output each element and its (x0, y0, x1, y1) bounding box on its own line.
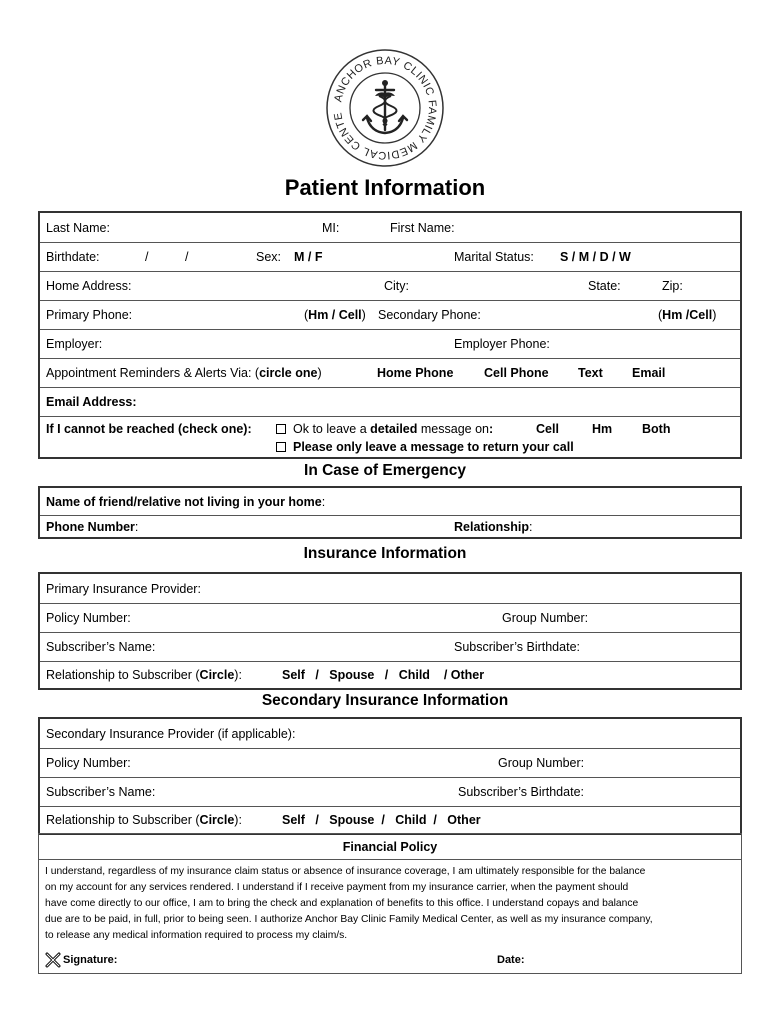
signature-x-icon (45, 952, 61, 968)
date-slash: / (145, 250, 149, 264)
secondary-insurance-provider-field[interactable]: Secondary Insurance Provider (if applicable): (46, 726, 296, 741)
emergency-table (38, 486, 742, 539)
insurance-heading: Insurance Information (303, 545, 467, 562)
financial-policy-box (38, 833, 742, 974)
marital-status-options[interactable]: S / M / D / W (560, 250, 631, 264)
contact-option-cell[interactable]: Cell (536, 422, 559, 436)
hm-cell-options[interactable]: Hm /Cell (662, 308, 713, 322)
city-field[interactable]: City: (384, 279, 409, 293)
home-address-field[interactable]: Home Address: (46, 279, 132, 293)
policy-line: I understand, regardless of my insurance claim status or absence of insurance coverage, I am ultimately responsible for the balance (45, 866, 646, 877)
secondary-phone-field[interactable]: Secondary Phone: (378, 308, 481, 322)
detailed-message-option[interactable]: Ok to leave a detailed message on : (276, 422, 493, 436)
insurance-subscriber-row (40, 632, 740, 661)
employer-row (40, 329, 740, 358)
secondary-policy-row (40, 748, 740, 777)
insurance-policy-row (40, 603, 740, 632)
secondary-group-number-field[interactable]: Group Number: (498, 756, 585, 770)
secondary-provider-row (40, 719, 740, 748)
emergency-relationship-field[interactable]: Relationship : (454, 519, 533, 534)
sex-label: Sex: (256, 250, 282, 264)
insurance-relationship-row (40, 661, 740, 688)
secondary-subscriber-row (40, 777, 740, 806)
relationship-options[interactable]: Self / Spouse / Child / Other (282, 668, 485, 682)
policy-line: have come directly to our office, I am to bring the check and explanation of benefits to this office. I understand copays and balance (45, 898, 639, 909)
reminder-option-text[interactable]: Text (578, 366, 603, 380)
signature-field[interactable]: Signature: (45, 947, 117, 973)
reminder-option-email[interactable]: Email (632, 366, 666, 380)
secondary-insurance-heading: Secondary Insurance Information (261, 692, 509, 709)
patient-info-table (38, 211, 742, 459)
secondary-subscriber-birthdate-field[interactable]: Subscriber’s Birthdate: (458, 785, 584, 799)
sex-options[interactable]: M / F (294, 250, 323, 264)
secondary-subscriber-name-field[interactable]: Subscriber’s Name: (46, 785, 156, 799)
secondary-relationship-label: Relationship to Subscriber ( Circle ): (46, 813, 242, 827)
primary-phone-field[interactable]: Primary Phone: (46, 308, 133, 322)
email-address-field[interactable]: Email Address: (46, 395, 137, 409)
date-field[interactable]: Date: (497, 954, 525, 966)
insurance-provider-row (40, 574, 740, 603)
mi-field[interactable]: MI: (322, 220, 340, 235)
detailed-message-checkbox[interactable] (276, 424, 286, 434)
emergency-phone-field[interactable]: Phone Number : (46, 519, 139, 534)
secondary-insurance-table (38, 717, 742, 835)
first-name-field[interactable]: First Name: (390, 220, 455, 235)
signature-row (39, 947, 741, 973)
financial-heading-row (39, 834, 741, 859)
svg-text:ANCHOR BAY CLINIC FAMILY MEDIC: ANCHOR BAY CLINIC FAMILY MEDICAL CENTE (332, 54, 439, 162)
return-call-option[interactable]: Please only leave a message to return your call (276, 440, 574, 454)
policy-number-field[interactable]: Policy Number: (46, 611, 131, 625)
contact-option-both[interactable]: Both (642, 422, 671, 436)
subscriber-name-field[interactable]: Subscriber’s Name: (46, 640, 156, 654)
birthdate-field[interactable]: Birthdate: (46, 250, 100, 264)
secondary-policy-number-field[interactable]: Policy Number: (46, 756, 131, 770)
reminder-option-cell-phone[interactable]: Cell Phone (484, 366, 549, 380)
contact-option-hm[interactable]: Hm (592, 422, 613, 436)
reminders-label: Appointment Reminders & Alerts Via: ( circle one ) (46, 366, 322, 380)
unreachable-label: If I cannot be reached (check one): (46, 422, 252, 436)
secondary-phone-type[interactable]: ( Hm /Cell ) (658, 308, 717, 322)
primary-insurance-provider-field[interactable]: Primary Insurance Provider: (46, 581, 201, 596)
hm-cell-options[interactable]: Hm / Cell (308, 308, 362, 322)
date-slash: / (185, 250, 189, 264)
secondary-relationship-options[interactable]: Self / Spouse / Child / Other (282, 813, 481, 827)
policy-line: on my account for any services rendered. I understand if I receive payment from my insurance carrier, when the payment should (45, 882, 629, 893)
marital-status-label: Marital Status: (454, 250, 534, 264)
last-name-field[interactable]: Last Name: (46, 220, 110, 235)
financial-policy-heading: Financial Policy (342, 839, 438, 854)
group-number-field[interactable]: Group Number: (502, 611, 589, 625)
subscriber-birthdate-field[interactable]: Subscriber’s Birthdate: (454, 640, 580, 654)
emergency-heading: In Case of Emergency (304, 462, 466, 479)
primary-phone-type[interactable]: ( Hm / Cell ) (304, 308, 366, 322)
zip-field[interactable]: Zip: (662, 279, 683, 293)
clinic-logo (323, 46, 447, 170)
email-row (40, 387, 740, 416)
address-row (40, 271, 740, 300)
relationship-label: Relationship to Subscriber ( Circle ): (46, 668, 242, 682)
policy-line: due are to be paid, in full, prior to being seen. I authorize Anchor Bay Clinic Family Medical Center, as well as my insurance company, (45, 914, 653, 925)
insurance-table (38, 572, 742, 690)
state-field[interactable]: State: (588, 279, 621, 293)
return-call-checkbox[interactable] (276, 442, 286, 452)
employer-phone-field[interactable]: Employer Phone: (454, 337, 550, 351)
phone-row (40, 300, 740, 329)
reminders-row (40, 358, 740, 387)
birthdate-row (40, 242, 740, 271)
secondary-relationship-row (40, 806, 740, 833)
page-title: Patient Information (284, 175, 486, 200)
financial-policy-text (39, 859, 741, 947)
name-row (40, 213, 740, 242)
emergency-name-field[interactable]: Name of friend/relative not living in your home : (46, 494, 326, 509)
unreachable-row (40, 416, 740, 457)
reminder-option-home-phone[interactable]: Home Phone (377, 366, 454, 380)
employer-field[interactable]: Employer: (46, 337, 103, 351)
policy-line: to release any medical information required to process my claim/s. (45, 930, 348, 941)
emergency-phone-row (40, 515, 740, 537)
emergency-name-row (40, 488, 740, 515)
